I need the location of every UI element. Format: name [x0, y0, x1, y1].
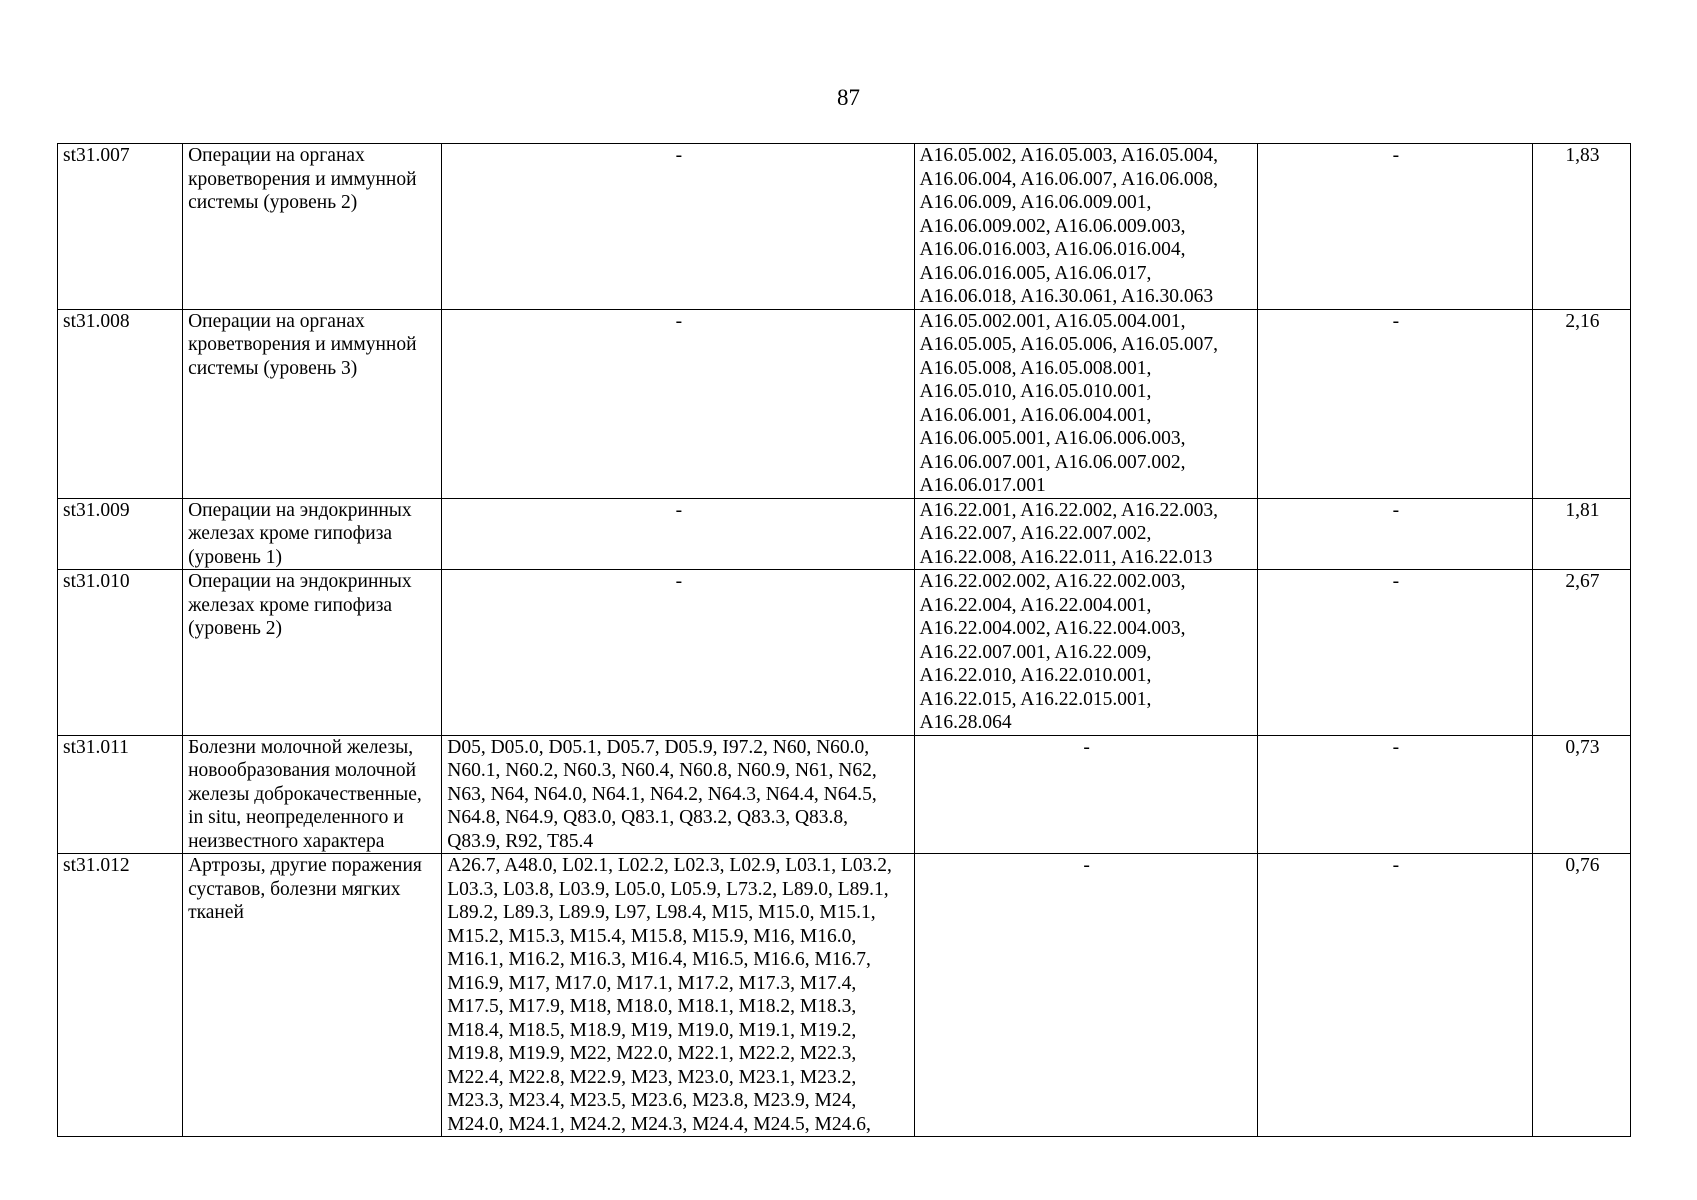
data-table [57, 143, 1631, 1137]
cell-other: - [1257, 144, 1532, 310]
cell-coefficient: 0,73 [1532, 735, 1630, 854]
cell-code: st31.007 [58, 144, 183, 310]
cell-operations: A16.05.002.001, A16.05.004.001, A16.05.005, A16.05.006, A16.05.007, A16.05.008, A16.05.008.001, A16.05.010, A16.05.010.001, A16.06.001, A16.06.004.001, A16.06.005.001, A16.06.006.003, A16.06.007.001, A16.06.007.002, A16.06.017.001 [914, 309, 1257, 498]
cell-operations: - [914, 735, 1257, 854]
cell-operations: A16.05.002, A16.05.003, A16.05.004, A16.06.004, A16.06.007, A16.06.008, A16.06.009, A16.06.009.001, A16.06.009.002, A16.06.009.003, A16.06.016.003, A16.06.016.004, A16.06.016.005, A16.06.017, A16.06.018, A16.30.061, A16.30.063 [914, 144, 1257, 310]
cell-coefficient: 1,83 [1532, 144, 1630, 310]
cell-name: Операции на органах кроветворения и иммунной системы (уровень 2) [183, 144, 442, 310]
cell-coefficient: 0,76 [1532, 854, 1630, 1137]
cell-coefficient: 2,67 [1532, 570, 1630, 736]
table-row [58, 570, 1631, 736]
cell-coefficient: 1,81 [1532, 498, 1630, 570]
table-row [58, 854, 1631, 1137]
cell-other: - [1257, 570, 1532, 736]
cell-code: st31.009 [58, 498, 183, 570]
cell-other: - [1257, 498, 1532, 570]
cell-operations: A16.22.001, A16.22.002, A16.22.003, A16.22.007, A16.22.007.002, A16.22.008, A16.22.011, A16.22.013 [914, 498, 1257, 570]
cell-diagnoses: - [442, 144, 914, 310]
cell-code: st31.010 [58, 570, 183, 736]
cell-name: Операции на органах кроветворения и иммунной системы (уровень 3) [183, 309, 442, 498]
cell-name: Операции на эндокринных железах кроме гипофиза (уровень 2) [183, 570, 442, 736]
cell-other: - [1257, 735, 1532, 854]
cell-operations: - [914, 854, 1257, 1137]
cell-diagnoses: A26.7, A48.0, L02.1, L02.2, L02.3, L02.9, L03.1, L03.2, L03.3, L03.8, L03.9, L05.0, L05.9, L73.2, L89.0, L89.1, L89.2, L89.3, L89.9, L97, L98.4, M15, M15.0, M15.1, M15.2, M15.3, M15.4, M15.8, M15.9, M16, M16.0, M16.1, M16.2, M16.3, M16.4, M16.5, M16.6, M16.7, M16.9, M17, M17.0, M17.1, M17.2, M17.3, M17.4, M17.5, M17.9, M18, M18.0, M18.1, M18.2, M18.3, M18.4, M18.5, M18.9, M19, M19.0, M19.1, M19.2, M19.8, M19.9, M22, M22.0, M22.1, M22.2, M22.3, M22.4, M22.8, M22.9, M23, M23.0, M23.1, M23.2, M23.3, M23.4, M23.5, M23.6, M23.8, M23.9, M24, M24.0, M24.1, M24.2, M24.3, M24.4, M24.5, M24.6, [442, 854, 914, 1137]
cell-diagnoses: - [442, 570, 914, 736]
table-row [58, 309, 1631, 498]
cell-other: - [1257, 309, 1532, 498]
table-row [58, 498, 1631, 570]
cell-diagnoses: - [442, 309, 914, 498]
cell-code: st31.012 [58, 854, 183, 1137]
cell-coefficient: 2,16 [1532, 309, 1630, 498]
cell-operations: A16.22.002.002, A16.22.002.003, A16.22.004, A16.22.004.001, A16.22.004.002, A16.22.004.003, A16.22.007.001, A16.22.009, A16.22.010, A16.22.010.001, A16.22.015, A16.22.015.001, A16.28.064 [914, 570, 1257, 736]
cell-code: st31.011 [58, 735, 183, 854]
cell-name: Операции на эндокринных железах кроме гипофиза (уровень 1) [183, 498, 442, 570]
cell-diagnoses: - [442, 498, 914, 570]
cell-other: - [1257, 854, 1532, 1137]
table-row [58, 144, 1631, 310]
cell-code: st31.008 [58, 309, 183, 498]
cell-name: Болезни молочной железы, новообразования молочной железы доброкачественные, in situ, неопределенного и неизвестного характера [183, 735, 442, 854]
table-row [58, 735, 1631, 854]
cell-diagnoses: D05, D05.0, D05.1, D05.7, D05.9, I97.2, N60, N60.0, N60.1, N60.2, N60.3, N60.4, N60.8, N60.9, N61, N62, N63, N64, N64.0, N64.1, N64.2, N64.3, N64.4, N64.5, N64.8, N64.9, Q83.0, Q83.1, Q83.2, Q83.3, Q83.8, Q83.9, R92, T85.4 [442, 735, 914, 854]
cell-name: Артрозы, другие поражения суставов, болезни мягких тканей [183, 854, 442, 1137]
page-number: 87 [837, 85, 860, 110]
